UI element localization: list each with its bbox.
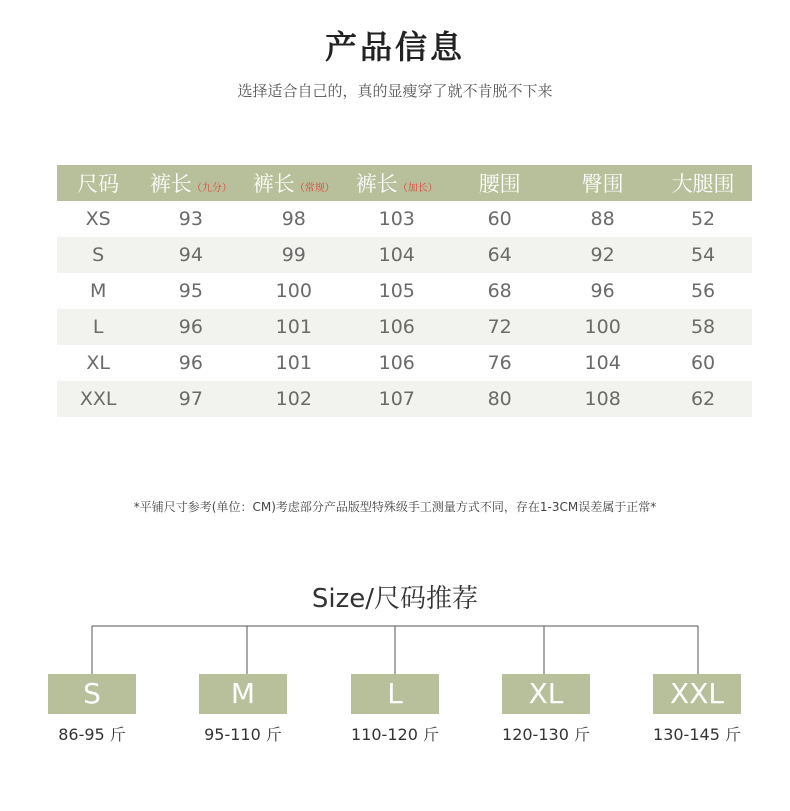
cell: 107 [345,381,448,417]
header-size: 尺码 [57,165,139,201]
cell: 100 [551,309,654,345]
cell-size: XL [86,352,110,374]
cell: 95 [178,280,203,302]
cell: 96 [178,352,203,374]
size-recommendation-title: Size/尺码推荐 [311,584,479,614]
cell: 60 [487,208,512,230]
table-header-row [57,165,752,201]
cell: 104 [345,237,448,273]
cell: 106 [345,309,448,345]
cell: 62 [654,381,752,417]
cell: 94 [139,237,242,273]
cell: 60 [690,352,716,374]
table-row [57,201,752,237]
page-title: 产品信息 [324,28,465,66]
cell-size: M [89,280,107,302]
cell: 58 [654,309,752,345]
size-box-l: L [351,674,439,714]
cell: 88 [590,208,615,230]
table-row [57,237,752,273]
cell: 96 [139,309,242,345]
weight-range-xl: 120-130 斤 [502,725,590,744]
size-table [57,165,752,417]
header-length-regular: 裤长（常规） [242,165,345,201]
cell: 98 [281,208,306,230]
size-box-xl: XL [502,674,590,714]
header-length-long: 裤长（加长） [345,165,448,201]
cell: 72 [448,309,551,345]
table-row [57,381,752,417]
cell: 99 [242,237,345,273]
cell: 56 [690,280,716,302]
size-box-m: M [199,674,287,714]
cell: 106 [378,352,415,374]
page-subtitle: 选择适合自己的，真的显瘦穿了就不肯脱不下来 [237,82,553,100]
size-box-s: S [48,674,136,714]
cell: 54 [654,237,752,273]
header-length-cropped: 裤长（九分） [139,165,242,201]
cell: 97 [139,381,242,417]
cell: 105 [378,280,415,302]
cell: 96 [590,280,615,302]
cell: 52 [690,208,716,230]
cell: 92 [551,237,654,273]
table-row [57,309,752,345]
cell: 104 [584,352,621,374]
size-box-xxl: XXL [653,674,741,714]
weight-range-l: 110-120 斤 [351,725,439,744]
cell-size: XS [85,208,111,230]
measurement-note: *平铺尺寸参考(单位：CM)考虑部分产品版型特殊级手工测量方式不同，存在1-3CM误差属于正常* [133,500,657,514]
cell: 103 [378,208,415,230]
weight-range-m: 95-110 斤 [204,725,282,744]
cell: 101 [275,352,312,374]
table-row [57,345,752,381]
cell: 93 [178,208,203,230]
table-row [57,273,752,309]
cell-size: XXL [57,381,139,417]
cell-size: S [57,237,139,273]
cell: 80 [448,381,551,417]
cell: 76 [487,352,512,374]
cell-size: L [57,309,139,345]
cell: 64 [448,237,551,273]
weight-range-s: 86-95 斤 [58,725,126,744]
header-hip: 臀围 [551,165,654,201]
header-thigh: 大腿围 [654,165,752,201]
cell: 101 [242,309,345,345]
header-waist: 腰围 [448,165,551,201]
cell: 100 [275,280,312,302]
cell: 102 [242,381,345,417]
cell: 108 [551,381,654,417]
cell: 68 [487,280,512,302]
weight-range-xxl: 130-145 斤 [653,725,741,744]
